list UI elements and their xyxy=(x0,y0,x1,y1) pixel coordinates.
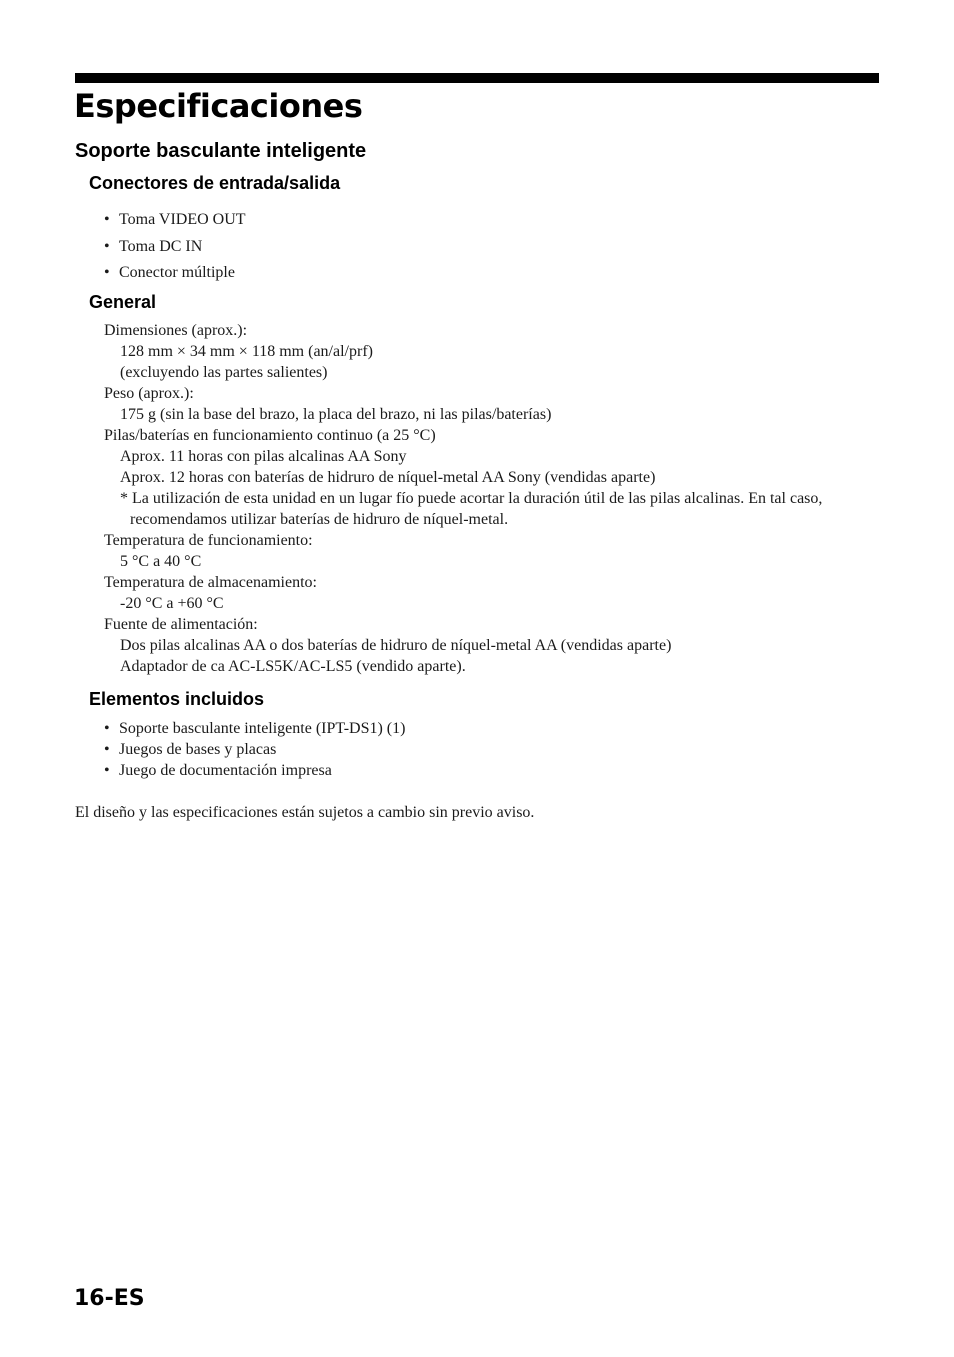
page-title: Especificaciones xyxy=(74,87,363,125)
list-item: • Conector múltiple xyxy=(104,260,246,287)
power-label: Fuente de alimentación: xyxy=(104,616,258,633)
dimensions-label: Dimensiones (aprox.): xyxy=(104,322,248,339)
section-heading: Soporte basculante inteligente xyxy=(75,140,367,162)
power-value-2: Adaptador de ca AC-LS5K/AC-LS5 (vendido aparte). xyxy=(120,658,466,675)
dimensions-note: (excluyendo las partes salientes) xyxy=(120,364,328,381)
battery-label: Pilas/baterías en funcionamiento continuo (a 25 °C) xyxy=(104,427,436,444)
bullet-icon: • xyxy=(104,720,110,737)
list-item: • Toma VIDEO OUT xyxy=(104,207,246,234)
battery-note: * La utilización de esta unidad en un lugar fío puede acortar la duración útil de las pilas alcalinas. En tal caso, recomendamos utilizar baterías de hidruro de níquel-metal. xyxy=(120,490,823,528)
power-value-1: Dos pilas alcalinas AA o dos baterías de hidruro de níquel-metal AA (vendidas aparte) xyxy=(120,637,672,654)
connectors-heading: Conectores de entrada/salida xyxy=(89,173,341,193)
general-heading: General xyxy=(89,292,157,312)
weight-label: Peso (aprox.): xyxy=(104,385,194,402)
bullet-icon: • xyxy=(104,264,110,281)
bullet-icon: • xyxy=(104,741,110,758)
op-temp-value: 5 °C a 40 °C xyxy=(120,553,202,570)
included-heading: Elementos incluidos xyxy=(89,689,265,709)
dimensions-value: 128 mm × 34 mm × 118 mm (an/al/prf) xyxy=(120,343,373,360)
list-item: • Juegos de bases y placas xyxy=(104,741,277,758)
battery-value-2: Aprox. 12 horas con baterías de hidruro de níquel-metal AA Sony (vendidas aparte) xyxy=(120,469,656,486)
list-item: • Toma DC IN xyxy=(104,234,246,261)
connectors-list xyxy=(104,207,246,287)
page-number: 16-ES xyxy=(74,1286,145,1311)
op-temp-label: Temperatura de funcionamiento: xyxy=(104,532,313,549)
weight-value: 175 g (sin la base del brazo, la placa del brazo, ni las pilas/baterías) xyxy=(120,406,552,423)
bullet-icon: • xyxy=(104,237,110,255)
bullet-icon: • xyxy=(104,211,110,228)
battery-value-1: Aprox. 11 horas con pilas alcalinas AA Sony xyxy=(120,448,407,465)
list-item: • Juego de documentación impresa xyxy=(104,762,332,779)
storage-temp-label: Temperatura de almacenamiento: xyxy=(104,574,317,591)
disclaimer-text: El diseño y las especificaciones están sujetos a cambio sin previo aviso. xyxy=(75,804,535,821)
general-specs xyxy=(104,320,880,677)
header-rule xyxy=(75,73,879,83)
list-item: • Soporte basculante inteligente (IPT-DS1) (1) xyxy=(104,720,406,737)
included-list xyxy=(104,718,405,781)
storage-temp-value: -20 °C a +60 °C xyxy=(120,595,224,612)
bullet-icon: • xyxy=(104,762,110,779)
